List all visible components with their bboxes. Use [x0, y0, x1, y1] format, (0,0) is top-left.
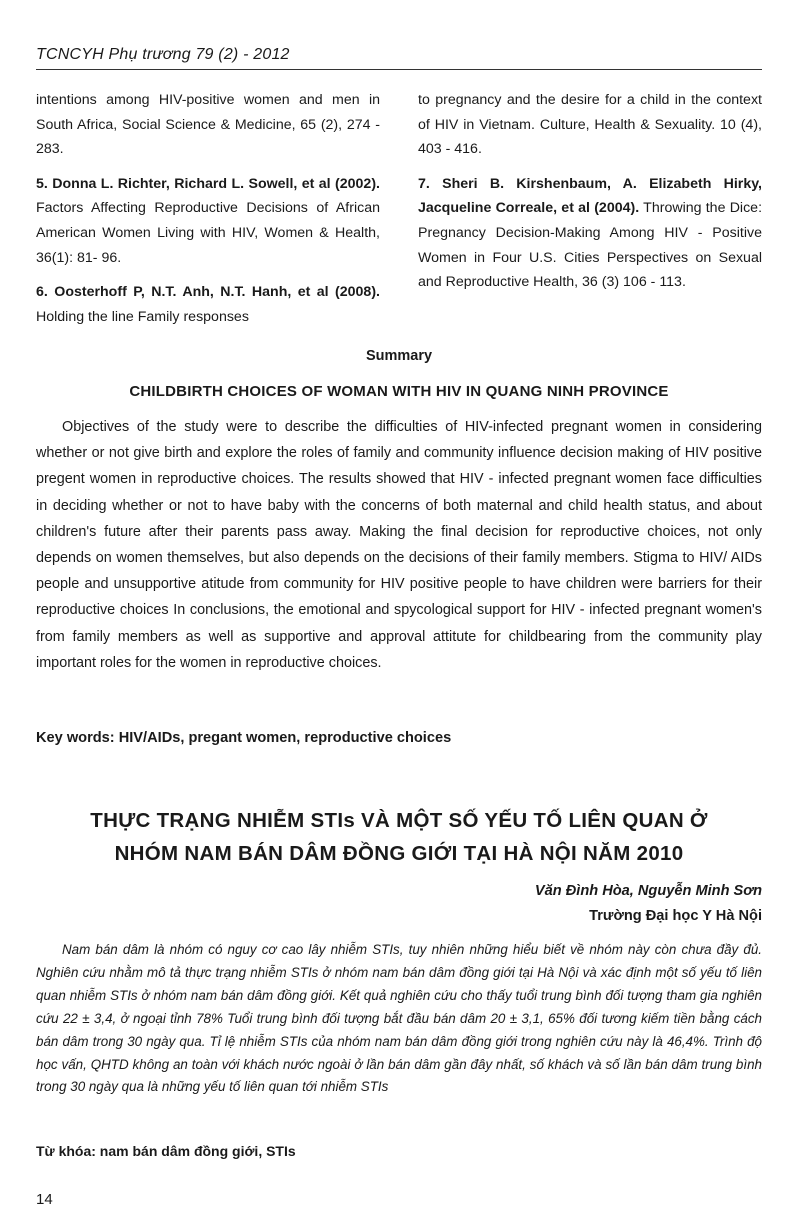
article-title-line: NHÓM NAM BÁN DÂM ĐỒNG GIỚI TẠI HÀ NỘI NĂM 2010 — [114, 842, 684, 865]
reference-text: Factors Affecting Reproductive Decisions of African American Women Living with HIV, Women & Health, 36(1): 81- 96. — [36, 200, 380, 266]
references-right-column — [418, 88, 762, 305]
article-affiliation: Trường Đại học Y Hà Nội — [589, 908, 762, 924]
summary-title: CHILDBIRTH CHOICES OF WOMAN WITH HIV IN QUANG NINH PROVINCE — [129, 383, 669, 400]
reference-number: 7. — [418, 175, 430, 192]
article-authors: Văn Đình Hòa, Nguyễn Minh Sơn — [534, 883, 762, 899]
reference-entry — [36, 172, 380, 270]
article-abstract: Nam bán dâm là nhóm có nguy cơ cao lây nhiễm STIs, tuy nhiên những hiểu biết về nhóm này còn chưa đầy đủ. Nghiên cứu nhằm mô tả thực trạng nhiễm STIs ở nhóm nam bán dâm đồng giới tại Hà Nội và xác định một số yếu tố liên quan nhiễm STIs ở nhóm nam bán dâm đồng giới. Kết quả nghiên cứu cho thấy tuổi trung bình đối tượng tham gia nghiên cứu 22 ± 3,4, ở ngoại tỉnh 78% Tuổi trung bình đối tượng bắt đầu bán dâm 20 ± 3,1, 65% đối tương kiếm tiền bằng cách bán dâm trong 30 ngày qua. Tỉ lệ nhiễm STIs của nhóm nam bán dâm đồng giới trong nghiên cứu này là 46,4%. Trình độ học vấn, QHTD không an toàn với khách nước ngoài ở lần bán dâm gần đây nhất, số khách và số lần bán dâm trung bình trong 30 ngày qua là những yếu tố liên quan tới nhiễm STIs — [36, 942, 762, 1095]
reference-text: Throwing the Dice: Pregnancy Decision-Making Among HIV - Positive Women in Four U.S. Cities Perspectives on Sexual and Reproductive Health, 36 (3) 106 - 113. — [418, 200, 763, 291]
summary-body: Objectives of the study were to describe the difficulties of HIV-infected pregnant women in considering whether or not give birth and explore the roles of family and community influence decision making of HIV positive pregent women in reproductive choices. The results showed that HIV - infected pregnant women face difficulties in deciding whether or not to have baby with the concerns of both maternal and child health status, and about children's future after their parents pass away. Making the final decision for reproductive choices, not only depends on women themselves, but also depends on the decisions of their family members. Stigma to HIV/ AIDs people and unsupportive atitude from community for HIV positive people to have children were barriers for their reproductive choices In conclusions, the emotional and spycological support for HIV - infected pregnant women's from family members as well as supportive and approval attitute for childbearing from the community play important roles for the women in reproductive choices. — [36, 419, 762, 671]
reference-entry — [36, 88, 380, 162]
reference-authors: Donna L. Richter, Richard L. Sowell, et al (2002). — [52, 175, 380, 192]
header-divider — [36, 69, 762, 70]
reference-text: Holding the line Family responses — [36, 308, 249, 325]
reference-number: 5. — [36, 175, 48, 192]
reference-authors: Sheri B. Kirshenbaum, A. Elizabeth Hirky, Jacqueline Correale, et al (2004). — [418, 175, 762, 217]
reference-entry — [36, 280, 380, 329]
reference-number: 6. — [36, 284, 48, 301]
article-title-line: THỰC TRẠNG NHIỄM STIs VÀ MỘT SỐ YẾU TỐ LIÊN QUAN Ở — [90, 809, 708, 832]
references-left-column — [36, 88, 380, 339]
reference-text: to pregnancy and the desire for a child in the context of HIV in Vietnam. Culture, Health & Sexuality. 10 (4), 403 - 416. — [418, 92, 762, 158]
article-keywords: Từ khóa: nam bán dâm đồng giới, STIs — [36, 1143, 296, 1159]
page-number: 14 — [36, 1191, 53, 1208]
summary-heading: Summary — [365, 348, 433, 364]
article-title — [0, 804, 798, 870]
summary-keywords: Key words: HIV/AIDs, pregant women, reproductive choices — [36, 730, 452, 746]
reference-text: intentions among HIV-positive women and men in South Africa, Social Science & Medicine, 65 (2), 274 - 283. — [36, 92, 380, 158]
reference-entry — [418, 172, 762, 295]
running-header: TCNCYH Phụ trương 79 (2) - 2012 — [36, 46, 290, 63]
reference-entry — [418, 88, 762, 162]
reference-authors: Oosterhoff P, N.T. Anh, N.T. Hanh, et al (2008). — [54, 284, 380, 301]
